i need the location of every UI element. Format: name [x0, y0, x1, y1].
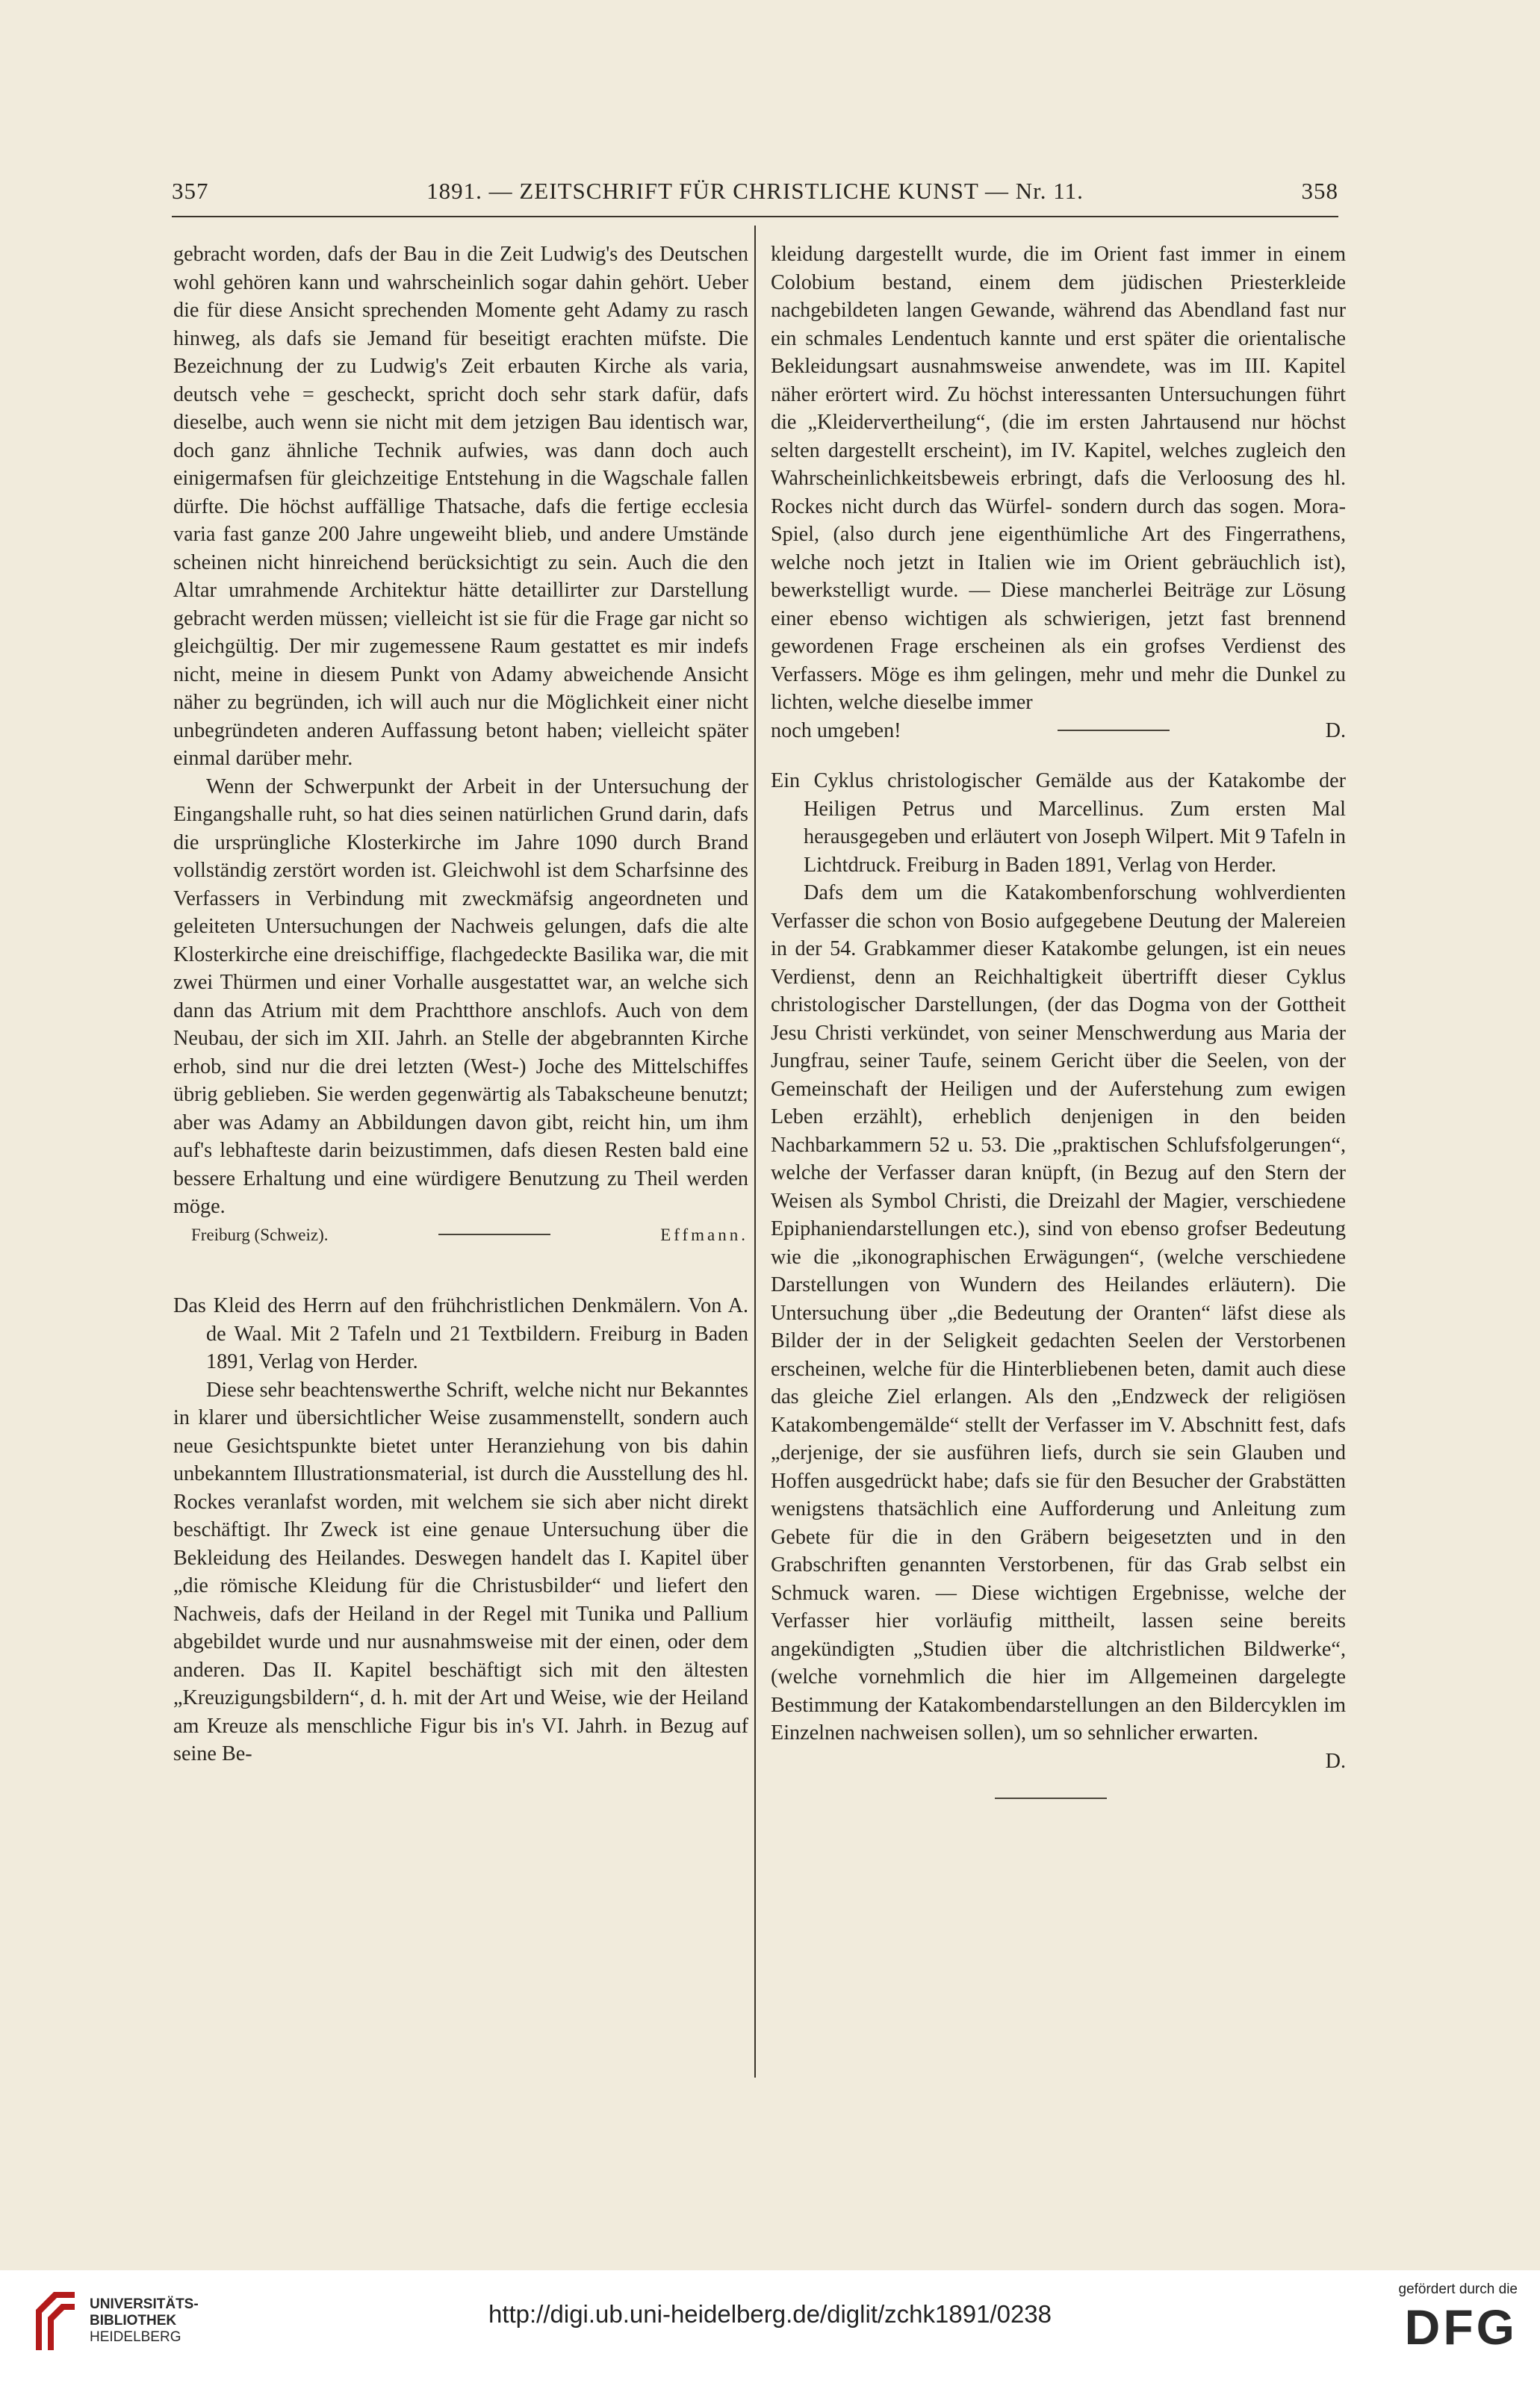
- permalink-url[interactable]: http://digi.ub.uni-heidelberg.de/diglit/zchk1891/0238: [488, 2300, 1052, 2328]
- end-rule: [995, 1798, 1107, 1799]
- review2-signature: D.: [1325, 718, 1346, 742]
- review2-body-continued: kleidung dargestellt wurde, die im Orient fast immer in einem Colobium bestand, einem dem jüdischen Priesterkleide nachgebildeten langen Gewande, während das Abendland fast nur ein schmales Lendentuch kannte und erst später die orientalische Bekleidungsart ausnahmsweise anwendete, was im III. Kapitel näher erörtert wird. Zu höchst interessanten Untersuchungen führt die „Kleidervertheilung“, (die im ersten Jahrtausend nur höchst selten dargestellt erscheint), im IV. Kapitel, welches zugleich den Wahrscheinlichkeitsbeweis erbringt, dafs die Verloosung des hl. Rockes nicht durch das Würfel- sondern durch das sogen. Mora-Spiel, (also durch jene eigenthümliche Art des Fingerrathens, welche noch jetzt in Italien wie im Orient gebräuchlich ist), bewerkstelligt wurde. — Diese mancherlei Beiträge zur Lösung einer ebenso wichtigen als schwierigen, jetzt fast brennend gewordenen Frage erscheinen als ein grofses Verdienst des Verfassers. Möge es ihm gelingen, mehr und mehr die Dunkel zu lichten, welche dieselbe immer: [771, 243, 1346, 714]
- review3-signature: D.: [1325, 1749, 1346, 1773]
- review1-paragraph-1: gebracht worden, dafs der Bau in die Zeit Ludwig's des Deutschen wohl gehören kann und wahrscheinlich sogar dahin gehört. Ueber die für diese Ansicht sprechenden Momente geht Adamy zu rasch hinweg, als dafs sie Jemand für beseitigt erachten müfste. Die Bezeichnung der zu Ludwig's Zeit erbauten Kirche als varia, deutsch vehe = gescheckt, spricht doch sehr stark dafür, dafs dieselbe, auch wenn sie nicht mit dem jetzigen Bau identisch war, doch ganz ähnliche Technik aufwies, was dann doch auch einigermafsen für gleichzeitige Entstehung in die Wagschale fallen dürfte. Die höchst auffällige Thatsache, dafs die fertige ecclesia varia fast ganze 200 Jahre ungeweiht blieb, und andere Umstände scheinen nicht hinreichend berücksichtigt zu sein. Auch die den Altar umrahmende Architektur hätte detaillirter zur Darstellung gebracht werden müssen; vielleicht ist sie für die Frage gar nicht so gleichgültig. Der mir zugemessene Raum gestattet es mir indefs nicht, meine in diesem Punkt von Adamy abweichende Ansicht näher zu begründen, ich will auch nur die Möglichkeit einer nicht unbegründeten anderen Auffassung betont haben; vielleicht später einmal darüber mehr.: [173, 243, 748, 770]
- review2-citation: Das Kleid des Herrn auf den frühchristlichen Denkmälern. Von A. de Waal. Mit 2 Tafeln und 21 Textbildern. Freiburg in Baden 1891, Verlag von Herder.: [173, 1294, 748, 1373]
- review2-last-line: noch umgeben!: [771, 718, 901, 742]
- section-gap: [173, 1249, 748, 1292]
- journal-title: 1891. — ZEITSCHRIFT FÜR CHRISTLICHE KUNST — Nr. 11.: [426, 178, 1084, 204]
- review2-closing-line: [771, 717, 1346, 745]
- review2-body: Diese sehr beachtenswerthe Schrift, welche nicht nur Bekanntes in klarer und übersichtlicher Weise zusammenstellt, sondern auch neue Gesichtspunkte bietet unter Heranziehung von bis dahin unbekanntem Illustrationsmaterial, ist durch die Ausstellung des hl. Rockes veranlafst worden, mit welchem sie sich aber nicht direkt beschäftigt. Ihr Zweck ist eine genaue Untersuchung über die Bekleidung des Heilandes. Deswegen handelt das I. Kapitel über „die römische Kleidung für die Christusbilder“ und liefert den Nachweis, dafs der Heiland in der Regel mit Tunika und Pallium abgebildet wurde und nur ausnahmsweise mit der einen, oder dem anderen. Das II. Kapitel beschäftigt sich mit den ältesten „Kreuzigungsbildern“, d. h. mit der Art und Weise, wie der Heiland am Kreuze als menschliche Figur bis in's VI. Jahrh. in Bezug auf seine Be-: [173, 1378, 748, 1765]
- review3-closing: [771, 1748, 1346, 1776]
- running-header: [172, 178, 1338, 215]
- signature-rule: [438, 1234, 550, 1235]
- end-rule-wrap: [771, 1775, 1346, 1811]
- review1-signature: [173, 1221, 748, 1249]
- column-divider: [754, 226, 756, 2078]
- funded-by-label: gefördert durch die: [1398, 2281, 1518, 2297]
- funder-block: [1323, 2281, 1518, 2355]
- signature-place: Freiburg (Schweiz).: [191, 1225, 329, 1244]
- right-column: [771, 240, 1346, 1811]
- page-number-left: 357: [172, 178, 209, 204]
- signature-author: Effmann.: [660, 1225, 748, 1244]
- header-rule: [172, 216, 1338, 217]
- review1-paragraph-2: Wenn der Schwerpunkt der Arbeit in der Untersuchung der Eingangshalle ruht, so hat dies seinen natürlichen Grund darin, dafs die ursprüngliche Klosterkirche im Jahre 1090 durch Brand vollständig zerstört worden ist. Gleichwohl ist dem Scharfsinne des Verfassers in Verbindung mit zweckmäfsig angeordneten und geleiteten Untersuchungen der Nachweis gelungen, dafs die alte Klosterkirche eine dreischiffige, flachgedeckte Basilika war, die mit zwei Thürmen und einer Vorhalle ausgestattet war, an welche sich dann das Atrium mit dem Prachtthore anschlofs. Auch von dem Neubau, der sich im XII. Jahrh. an Stelle der abgebrannten Kirche erhob, sind nur die drei letzten (West-) Joche des Mittelschiffes übrig geblieben. Sie werden gegenwärtig als Tabakscheune benutzt; aber was Adamy an Abbildungen davon gibt, reicht hin, um ihm auf's lebhafteste darin beizustimmen, dafs diesen Resten bald eine bessere Erhaltung und eine würdigere Benutzung zu Theil werden möge.: [173, 774, 748, 1218]
- review3-body: Dafs dem um die Katakombenforschung wohlverdienten Verfasser die schon von Bosio aufgegebene Deutung der Malereien in der 54. Grabkammer dieser Katakombe gelungen, ist ein neues Verdienst, denn an Reichhaltigkeit übertrifft dieser Cyklus christologischer Darstellungen, (der das Dogma von der Gottheit Jesu Christi verkündet, von seiner Menschwerdung aus Maria der Jungfrau, seiner Taufe, seinem Gericht über die Seelen, von der Gemeinschaft der Heiligen und der Auferstehung zum ewigen Leben erzählt), erheblich denjenigen in den beiden Nachbarkammern 52 u. 53. Die „praktischen Schlufsfolgerungen“, welche der Verfasser daran knüpft, (in Bezug auf den Stern der Weisen als Symbol Christi, die Dreizahl der Magier, verschiedene Epiphaniendarstellungen etc.), sind von ebenso grofser Bedeutung wie die „ikonographischen Erwägungen“, (welche verschiedene Darstellungen von Wundern des Heilandes erläutern). Die Untersuchung über „die Bedeutung der Oranten“ läfst diese als Bilder der in der Seligkeit gedachten Seelen der Verstorbenen erscheinen, welche für die Hinterbliebenen beten, damit auch diese das gleiche Ziel erlangen. Als den „Endzweck der religiösen Katakombengemälde“ stellt der Verfasser im V. Abschnitt fest, dafs „derjenige, der sie ausführen liefs, durch sie sein Glauben und Hoffen ausgedrückt habe; dafs sie für den Besucher der Grabstätten wenigstens thatsächlich eine Aufforderung und Anleitung zum Gebete für die in den Gräbern beigesetzten und in den Grabschriften genannten Verstorbenen, für das Grab selbst ein Schmuck waren. — Diese wichtigen Ergebnisse, welche der Verfasser hier vorläufig mittheilt, lassen seine bereits angekündigten „Studien über die altchristlichen Bildwerke“, (welche vornehmlich die hier im Allgemeinen dargelegte Bestimmung der Katakombendarstellungen an den Bildercyklen im Einzelnen nachweisen sollen), um so sehnlicher erwarten.: [771, 881, 1346, 1745]
- section-gap: [771, 745, 1346, 767]
- review3-citation: Ein Cyklus christologischer Gemälde aus der Katakombe der Heiligen Petrus und Marcellinus. Zum ersten Mal herausgegeben und erläutert von Joseph Wilpert. Mit 9 Tafeln in Lichtdruck. Freiburg in Baden 1891, Verlag von Herder.: [771, 769, 1346, 877]
- dfg-logo[interactable]: DFG: [1404, 2299, 1518, 2355]
- library-name: UNIVERSITÄTS- BIBLIOTHEK HEIDELBERG: [90, 2296, 199, 2345]
- left-column: [173, 240, 748, 1768]
- page-number-right: 358: [1301, 178, 1338, 204]
- section-rule: [1058, 730, 1170, 731]
